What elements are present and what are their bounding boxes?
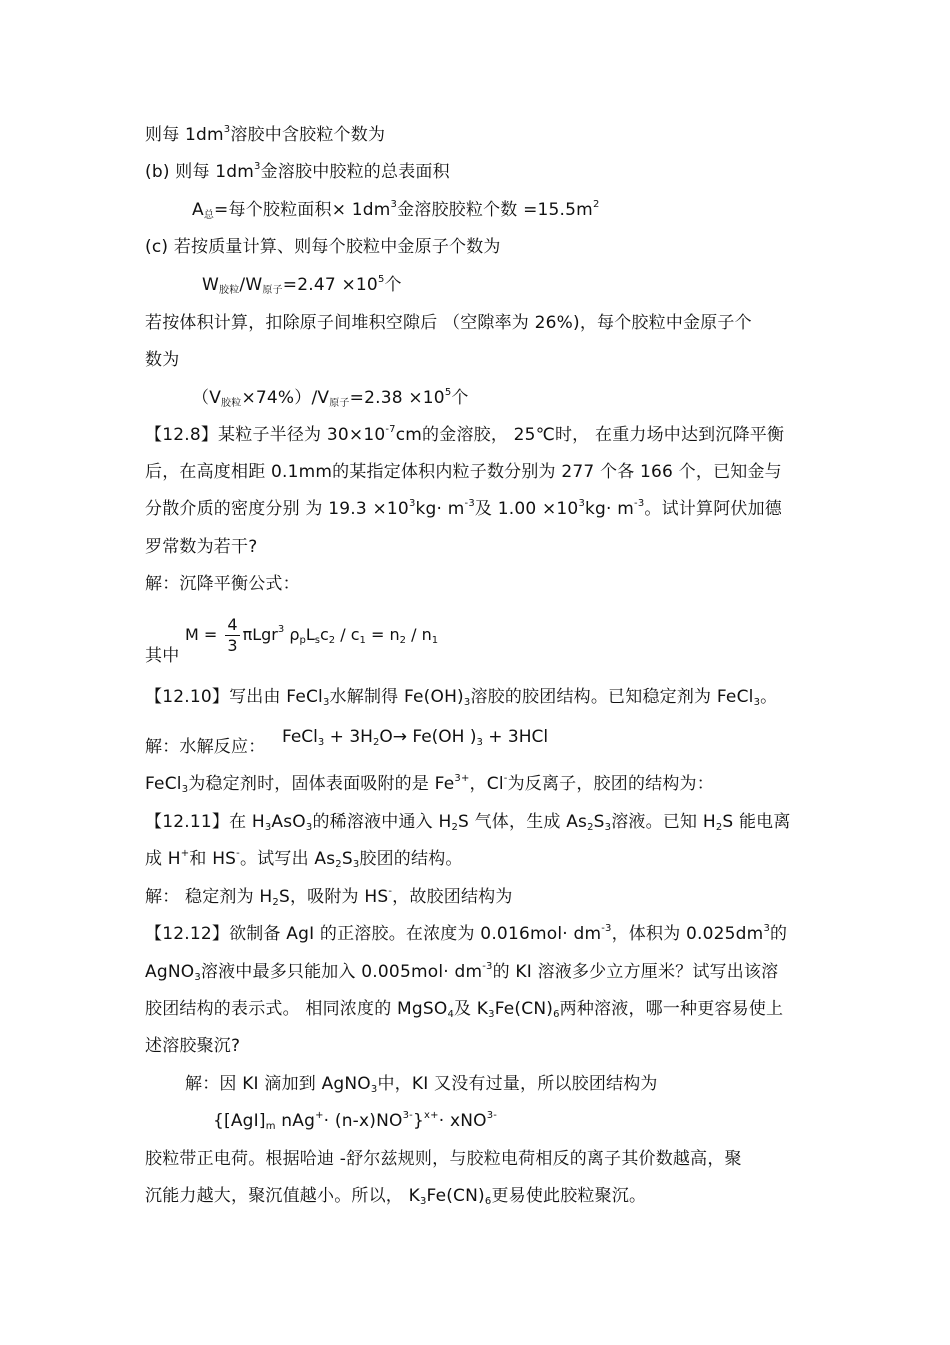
problem-12-8-line-1: 【12.8】某粒子半径为 $30\times 10^{-7}cm$的金溶胶， 25℃时， 在重力场中达到沉降平衡 xyxy=(145,424,785,445)
problem-12-12-line-3: 胶团结构的表示式。 相同浓度的 MgSO$_4$及 $K_3Fe(CN)_6$两种溶液，哪一种更容易使上 xyxy=(145,999,784,1020)
text-line-5: $W_{胶粒}/W_{原子}=2.47 \times 10^5$个 xyxy=(202,274,402,296)
text-line-qizhong: 其中 xyxy=(145,646,180,666)
text-line-2: (b) 则每 $1dm^3$金溶胶中胶粒的总表面积 xyxy=(145,161,450,182)
text-line-hardy-schulze-1: 胶粒带正电荷。根据哈迪 -舒尔兹规则，与胶粒电荷相反的离子其价数越高，聚 xyxy=(145,1149,742,1169)
problem-12-12-line-1: 【12.12】欲制备 AgI 的正溶胶。在浓度为 $0.016mol\cdot dm^{-3}$，体积为 $0.025dm^3$的 xyxy=(145,923,788,944)
text-line-3: $A_总=$每个胶粒面积× $1dm^3$金溶胶胶粒个数 $=15.5m^2$ xyxy=(192,199,600,221)
problem-12-8-line-3: 分散介质的密度分别 为 $19.3 \times 10^3kg\cdot m^{-3}$及 $1.00 \times 10^3kg\cdot m^{-3}$。试计算阿伏加德 xyxy=(145,498,783,519)
problem-12-8-line-2: 后，在高度相距 0.1mm的某指定体积内粒子数分别为 277 个各 166 个，已知金与 xyxy=(145,462,782,482)
text-line-6: 若按体积计算，扣除原子间堆积空隙后 （空隙率为 26%)，每个胶粒中金原子个 xyxy=(145,313,752,333)
hydrolysis-equation: FeCl$_3$ + $3H_2O\to Fe(OH$ )$_3 + 3HCl$ xyxy=(282,727,549,748)
text-line-8: $(V_{胶粒}\times 74\%)/V_{原子}=2.38 \times 10^5$个 xyxy=(192,387,469,409)
solution-12-10-header: 解：水解反应： xyxy=(145,737,266,757)
problem-12-12-line-2: AgNO$_3$溶液中最多只能加入 $0.005mol\cdot dm^{-3}$的 KI 溶液多少立方厘米？试写出该溶 xyxy=(145,961,779,983)
fraction-four-thirds: $\frac{4}{3}$ xyxy=(227,615,238,655)
problem-12-10-line: 【12.10】写出由 FeCl$_3$水解制得 $Fe(OH)_3$溶胶的胶团结构。已知稳定剂为 FeCl$_3$。 xyxy=(145,687,778,708)
text-line-hardy-schulze-2: 沉能力越大，聚沉值越小。所以， $K_3Fe(CN)_6$更易使此胶粒聚沉。 xyxy=(145,1186,647,1207)
text-line-fecl3: FeCl$_3$为稳定剂时，固体表面吸附的是 $Fe^{3+}$，Cl-为反离子，胶团的结构为： xyxy=(145,773,714,795)
agi-micelle-structure: {$[AgI]_m$ $nAg^+\cdot (n-x)NO^{3-}\}^{x+}\cdot xNO^{3-}$ xyxy=(213,1110,498,1132)
text-line-1: 则每 $1dm^3$溶胶中含胶粒个数为 xyxy=(145,124,386,145)
problem-12-12-line-4: 述溶胶聚沉? xyxy=(145,1036,241,1056)
text-line-7: 数为 xyxy=(145,350,180,370)
solution-12-11-line: 解： 稳定剂为 $H_2S$，吸附为 HS-，故胶团结构为 xyxy=(145,886,513,908)
text-line-4: (c) 若按质量计算、则每个胶粒中金原子个数为 xyxy=(145,237,501,257)
problem-12-11-line-1: 【12.11】在 $H_3AsO_3$的稀溶液中通入 $H_2S$ 气体，生成 $As_2S_3$溶液。已知 $H_2S$ 能电离 xyxy=(145,812,791,833)
problem-12-8-line-4: 罗常数为若干? xyxy=(145,537,258,557)
problem-12-11-line-2: 成 H+和 HS-。试写出 $As_2S_3$胶团的结构。 xyxy=(145,848,463,870)
solution-12-12-header: 解：因 KI 滴加到 AgNO$_3$中，KI 又没有过量，所以胶团结构为 xyxy=(185,1074,658,1095)
sedimentation-formula: M = $\frac{4}{3}$ πLgr$^3$ $\rho_pL_sc_2 / c_1 = n_2 / n_1$ xyxy=(185,615,439,655)
solution-12-8-header: 解：沉降平衡公式： xyxy=(145,574,300,594)
